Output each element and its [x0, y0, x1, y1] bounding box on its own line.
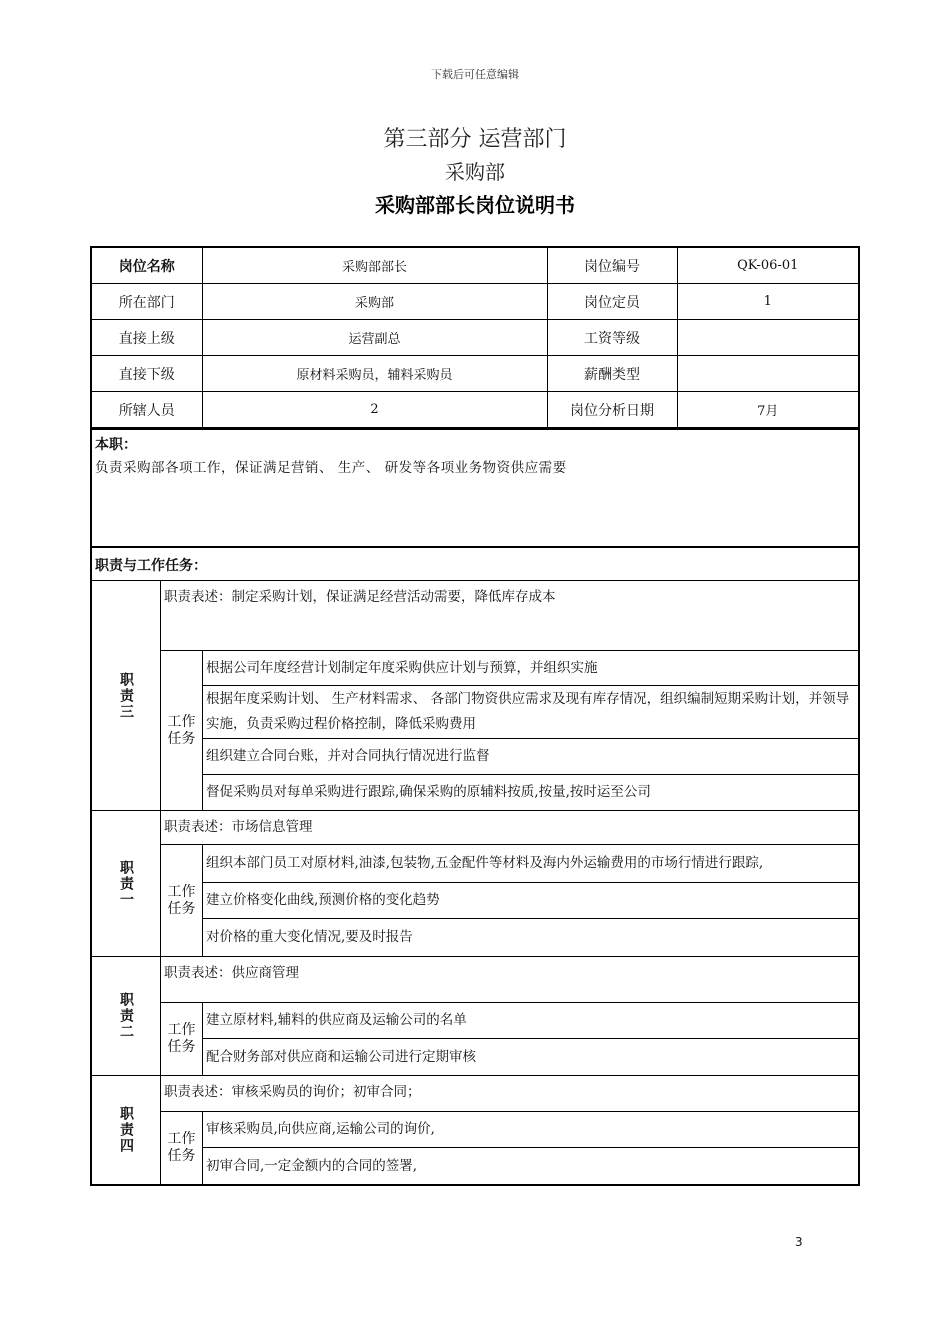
duty-description: 职责表述：市场信息管理: [161, 811, 858, 845]
duty-description: 职责表述：供应商管理: [161, 957, 858, 1003]
page-number: 3: [795, 1235, 803, 1249]
task-item: 根据年度采购计划、 生产材料需求、 各部门物资供应需求及现有库存情况，组织编制短期采购计划，并领导实施，负责采购过程价格控制，降低采购费用: [203, 686, 858, 739]
duty-block: [92, 956, 858, 1075]
section-title: 第三部分 运营部门: [383, 127, 567, 152]
task-item: 配合财务部对供应商和运输公司进行定期审核: [206, 1048, 476, 1065]
info-label: 直接下级: [92, 356, 202, 392]
task-item: 建立价格变化曲线,预测价格的变化趋势: [203, 883, 858, 919]
duty-block: [92, 580, 858, 810]
info-value: 1: [677, 284, 858, 320]
task-item: 组织建立合同台账，并对合同执行情况进行监督: [203, 739, 858, 775]
duty-label-cell: [92, 581, 161, 810]
info-label: 直接上级: [92, 320, 202, 356]
job-description-table: [90, 246, 860, 1186]
info-table: [92, 248, 858, 428]
info-label: 所在部门: [92, 284, 202, 320]
duty-block: [92, 810, 858, 956]
info-value: 原材料采购员，辅料采购员: [202, 356, 547, 392]
task-item: 对价格的重大变化情况,要及时报告: [206, 928, 413, 945]
department-title: 采购部: [445, 160, 505, 184]
core-duty-text: 负责采购部各项工作，保证满足营销、 生产、 研发等各项业务物资供应需要: [95, 460, 567, 476]
info-row: [92, 320, 858, 356]
header-note: 下载后可任意编辑: [431, 68, 519, 81]
info-label: 岗位名称: [92, 248, 202, 284]
info-value: 运营副总: [202, 320, 547, 356]
info-label: 岗位编号: [547, 248, 677, 284]
duty-label: 职责一: [118, 859, 134, 908]
info-row: [92, 248, 858, 284]
duty-label: 职责二: [118, 992, 134, 1040]
task-item: 建立原材料,辅料的供应商及运输公司的名单: [203, 1003, 858, 1039]
duty-block: [92, 1075, 858, 1184]
info-label: 所辖人员: [92, 392, 202, 428]
task-label: 工作任务: [161, 845, 203, 956]
duty-description: 职责表述：审核采购员的询价；初审合同；: [161, 1076, 858, 1112]
duty-label: 职责四: [118, 1106, 134, 1154]
task-label: 工作任务: [161, 651, 203, 810]
info-value: 采购部: [202, 284, 547, 320]
info-row: [92, 392, 858, 428]
info-label: 岗位分析日期: [547, 392, 677, 428]
info-row: [92, 356, 858, 392]
task-item: 督促采购员对每单采购进行跟踪,确保采购的原辅料按质,按量,按时运至公司: [206, 784, 651, 800]
task-item: 组织本部门员工对原材料,油漆,包装物,五金配件等材料及海内外运输费用的市场行情进行跟踪,: [203, 845, 858, 883]
core-duty-label: 本职：: [95, 437, 137, 453]
duty-label: 职责三: [118, 671, 134, 720]
duty-label-cell: [92, 1076, 161, 1184]
task-label: 工作任务: [161, 1112, 203, 1184]
info-value: 7月: [677, 392, 858, 428]
task-item: 初审合同,一定金额内的合同的签署,: [206, 1157, 418, 1174]
duty-label-cell: [92, 811, 161, 956]
document-title: 采购部部长岗位说明书: [375, 193, 575, 217]
task-label: 工作任务: [161, 1003, 203, 1075]
info-label: 岗位定员: [547, 284, 677, 320]
duty-label-cell: [92, 957, 161, 1075]
task-item: 根据公司年度经营计划制定年度采购供应计划与预算，并组织实施: [203, 651, 858, 686]
duty-description: 职责表述：制定采购计划，保证满足经营活动需要，降低库存成本: [161, 581, 858, 651]
info-value: QK-06-01: [677, 248, 858, 284]
info-value: 2: [202, 392, 547, 428]
duties-header: 职责与工作任务：: [92, 546, 858, 580]
info-value: [677, 356, 858, 392]
info-row: [92, 284, 858, 320]
info-value: [677, 320, 858, 356]
task-item: 审核采购员,向供应商,运输公司的询价,: [203, 1112, 858, 1148]
info-label: 工资等级: [547, 320, 677, 356]
core-duty-section: [92, 428, 858, 546]
info-label: 薪酬类型: [547, 356, 677, 392]
info-value: 采购部部长: [202, 248, 547, 284]
